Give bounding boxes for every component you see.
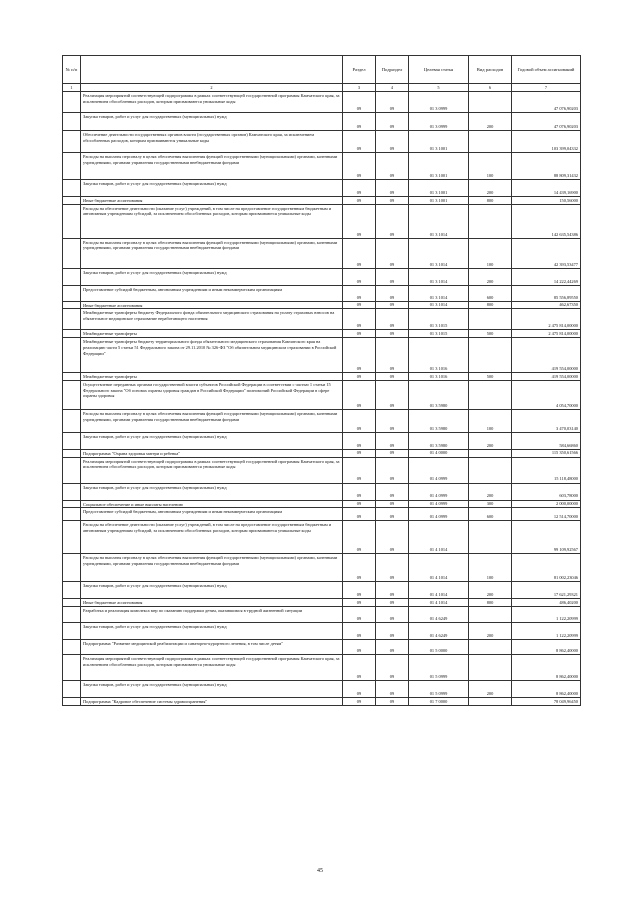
- row-number: [63, 508, 81, 521]
- row-razdel: 09: [343, 204, 376, 238]
- row-amount: 12 514,70000: [512, 508, 581, 521]
- row-article: 01 3 5980: [409, 409, 469, 432]
- row-razdel: 09: [343, 681, 376, 698]
- row-article: 01 4 0999: [409, 508, 469, 521]
- table-row: [63, 623, 581, 640]
- table-row: [63, 500, 581, 508]
- row-amount: 8 862,40000: [512, 640, 581, 655]
- row-podrazdel: 09: [376, 623, 409, 640]
- row-vid: [469, 309, 512, 330]
- column-number: 3: [343, 84, 376, 92]
- row-razdel: 09: [343, 338, 376, 373]
- row-number: [63, 623, 81, 640]
- row-vid: 200: [469, 432, 512, 449]
- row-amount: 2 475 814,00000: [512, 330, 581, 338]
- row-number: [63, 238, 81, 268]
- row-article: 01 3 0999: [409, 92, 469, 113]
- row-podrazdel: 09: [376, 521, 409, 554]
- row-number: [63, 449, 81, 457]
- row-vid: [469, 640, 512, 655]
- row-name: Реализация мероприятий соответствующей подпрограммы в рамках соответствующей государственной программы Камчатского края, за исключением обособленных расходов, которым присваиваются уникальные коды: [81, 92, 343, 113]
- header-razdel: Раздел: [343, 56, 376, 84]
- table-row: [63, 153, 581, 180]
- row-article: 01 4 6249: [409, 607, 469, 623]
- row-name: Межбюджетные трансферты: [81, 373, 343, 381]
- row-amount: 2 000,00000: [512, 500, 581, 508]
- table-row: [63, 457, 581, 483]
- row-podrazdel: 09: [376, 599, 409, 607]
- column-number: 6: [469, 84, 512, 92]
- row-vid: 100: [469, 554, 512, 582]
- row-podrazdel: 09: [376, 607, 409, 623]
- row-number: [63, 153, 81, 180]
- row-name: Подпрограмма "Охрана здоровья матери и ребенка": [81, 449, 343, 457]
- table-row: [63, 285, 581, 301]
- row-article: 01 3 1016: [409, 338, 469, 373]
- row-name: Межбюджетные трансферты: [81, 330, 343, 338]
- row-name: Межбюджетные трансферты бюджету Федерального фонда обязательного медицинского страхования на уплату страховых взносов на обязательное медицинское страхование неработающего населения: [81, 309, 343, 330]
- row-podrazdel: 09: [376, 457, 409, 483]
- row-vid: [469, 655, 512, 681]
- row-podrazdel: 09: [376, 380, 409, 409]
- table-row: [63, 607, 581, 623]
- row-number: [63, 92, 81, 113]
- row-podrazdel: 09: [376, 285, 409, 301]
- row-article: 01 3 1001: [409, 131, 469, 153]
- row-number: [63, 268, 81, 285]
- column-number: 5: [409, 84, 469, 92]
- row-razdel: 09: [343, 268, 376, 285]
- table-row: [63, 268, 581, 285]
- row-podrazdel: 09: [376, 113, 409, 131]
- row-amount: 78 049,96450: [512, 698, 581, 706]
- row-name: Социальное обеспечение и иные выплаты населению: [81, 500, 343, 508]
- row-amount: 14 439,16900: [512, 180, 581, 197]
- row-amount: 3 470,03140: [512, 409, 581, 432]
- table-row: [63, 409, 581, 432]
- table-row: [63, 301, 581, 309]
- row-article: 01 4 1014: [409, 599, 469, 607]
- row-number: [63, 373, 81, 381]
- row-amount: 486,40200: [512, 599, 581, 607]
- row-article: 01 4 0999: [409, 500, 469, 508]
- row-razdel: 09: [343, 483, 376, 500]
- row-name: Расходы на выплаты персоналу в целях обеспечения выполнения функций государственными (муниципальными) органами, казенными учреждениями, органами управления государственными внебюджетными фондами: [81, 554, 343, 582]
- row-number: [63, 655, 81, 681]
- row-podrazdel: 09: [376, 301, 409, 309]
- row-article: 01 3 5980: [409, 432, 469, 449]
- row-podrazdel: 09: [376, 338, 409, 373]
- budget-table: [62, 55, 581, 706]
- row-article: 01 3 5980: [409, 380, 469, 409]
- row-article: 01 3 1001: [409, 197, 469, 205]
- row-amount: 42 393,53477: [512, 238, 581, 268]
- row-amount: 47 076,90203: [512, 92, 581, 113]
- row-number: [63, 204, 81, 238]
- row-razdel: 09: [343, 449, 376, 457]
- row-amount: 584,66860: [512, 432, 581, 449]
- table-row: [63, 640, 581, 655]
- row-podrazdel: 09: [376, 373, 409, 381]
- row-vid: 800: [469, 599, 512, 607]
- row-podrazdel: 09: [376, 309, 409, 330]
- row-name: Реализация мероприятий соответствующей подпрограммы в рамках соответствующей государственной программы Камчатского края, за исключением обособленных расходов, которым присваиваются уникальные коды: [81, 457, 343, 483]
- row-vid: 100: [469, 409, 512, 432]
- row-vid: [469, 204, 512, 238]
- row-razdel: 09: [343, 554, 376, 582]
- row-article: 01 4 1014: [409, 554, 469, 582]
- row-vid: 800: [469, 301, 512, 309]
- row-amount: 14 222,44269: [512, 268, 581, 285]
- row-podrazdel: 09: [376, 483, 409, 500]
- row-amount: 47 076,90203: [512, 113, 581, 131]
- row-number: [63, 380, 81, 409]
- column-number: 2: [81, 84, 343, 92]
- row-vid: [469, 131, 512, 153]
- row-amount: 8 862,40000: [512, 681, 581, 698]
- row-name: Расходы на обеспечение деятельности (оказание услуг) учреждений, в том числе на предоставление государственным бюджетным и автономным учреждениям субсидий, за исключением обособленных расходов, которым присваиваются уникальные коды: [81, 521, 343, 554]
- row-article: 01 3 0999: [409, 113, 469, 131]
- table-row: [63, 238, 581, 268]
- row-podrazdel: 09: [376, 153, 409, 180]
- row-vid: [469, 607, 512, 623]
- row-article: 01 7 0000: [409, 698, 469, 706]
- row-amount: 99 109,92567: [512, 521, 581, 554]
- row-number: [63, 432, 81, 449]
- row-amount: 2 475 814,00000: [512, 309, 581, 330]
- row-razdel: 09: [343, 698, 376, 706]
- table-row: [63, 92, 581, 113]
- row-name: Расходы на выплаты персоналу в целях обеспечения выполнения функций государственными (муниципальными) органами, казенными учреждениями, органами управления государственными внебюджетными фондами: [81, 153, 343, 180]
- row-amount: 603,78000: [512, 483, 581, 500]
- row-number: [63, 640, 81, 655]
- row-vid: 200: [469, 582, 512, 599]
- row-article: 01 3 1014: [409, 285, 469, 301]
- row-podrazdel: 09: [376, 180, 409, 197]
- row-article: 01 5 0999: [409, 681, 469, 698]
- table-row: [63, 180, 581, 197]
- row-podrazdel: 09: [376, 681, 409, 698]
- row-podrazdel: 09: [376, 92, 409, 113]
- row-number: [63, 457, 81, 483]
- row-article: 01 3 1016: [409, 373, 469, 381]
- row-razdel: 09: [343, 330, 376, 338]
- row-razdel: 09: [343, 380, 376, 409]
- row-name: Межбюджетные трансферты бюджету территориального фонда обязательного медицинского страхования Камчатского края на реализацию части 5 статьи 51 Федерального закона от 29.11.2010 № 326-ФЗ "Об обязательном медицинском страховании в Российской Федерации": [81, 338, 343, 373]
- table-body: [63, 92, 581, 706]
- row-vid: [469, 457, 512, 483]
- row-number: [63, 500, 81, 508]
- row-vid: 800: [469, 197, 512, 205]
- row-podrazdel: 09: [376, 409, 409, 432]
- row-vid: 100: [469, 238, 512, 268]
- row-razdel: 09: [343, 113, 376, 131]
- row-name: Закупка товаров, работ и услуг для государственных (муниципальных) нужд: [81, 268, 343, 285]
- row-podrazdel: 09: [376, 500, 409, 508]
- row-article: 01 3 1001: [409, 153, 469, 180]
- table-row: [63, 508, 581, 521]
- row-vid: 600: [469, 285, 512, 301]
- row-name: Закупка товаров, работ и услуг для государственных (муниципальных) нужд: [81, 180, 343, 197]
- row-name: Иные бюджетные ассигнования: [81, 599, 343, 607]
- row-article: 01 4 0999: [409, 457, 469, 483]
- row-podrazdel: 09: [376, 268, 409, 285]
- row-number: [63, 131, 81, 153]
- row-number: [63, 681, 81, 698]
- row-article: 01 3 1014: [409, 268, 469, 285]
- table-row: [63, 582, 581, 599]
- row-amount: 88 809,31432: [512, 153, 581, 180]
- row-name: Осуществление переданных органам государственной власти субъектов Российской Федерации в соответствии с частью 1 статьи 15 Федерального закона "Об основах охраны здоровья граждан в Российской Федерации" полномочий Российской Федерации в сфере охраны здоровья: [81, 380, 343, 409]
- row-amount: 81 002,23046: [512, 554, 581, 582]
- row-vid: 500: [469, 373, 512, 381]
- row-article: 01 4 0000: [409, 449, 469, 457]
- row-razdel: 09: [343, 285, 376, 301]
- row-razdel: 09: [343, 131, 376, 153]
- header-podrazdel: Подраздел: [376, 56, 409, 84]
- row-razdel: 09: [343, 500, 376, 508]
- row-number: [63, 309, 81, 330]
- row-name: Иные бюджетные ассигнования: [81, 197, 343, 205]
- row-vid: 200: [469, 623, 512, 640]
- header-num: № п/п: [63, 56, 81, 84]
- row-number: [63, 285, 81, 301]
- row-name: Закупка товаров, работ и услуг для государственных (муниципальных) нужд: [81, 681, 343, 698]
- row-podrazdel: 09: [376, 554, 409, 582]
- page-number: 45: [317, 868, 323, 874]
- table-row: [63, 330, 581, 338]
- row-razdel: 09: [343, 521, 376, 554]
- row-amount: 150,56000: [512, 197, 581, 205]
- row-name: Закупка товаров, работ и услуг для государственных (муниципальных) нужд: [81, 623, 343, 640]
- budget-table-page: [62, 55, 580, 706]
- table-row: [63, 681, 581, 698]
- row-name: Закупка товаров, работ и услуг для государственных (муниципальных) нужд: [81, 582, 343, 599]
- row-number: [63, 197, 81, 205]
- row-vid: [469, 380, 512, 409]
- row-name: Подпрограмма "Развитие медицинской реабилитации и санаторно-курортного лечения, в том числе детям": [81, 640, 343, 655]
- row-number: [63, 582, 81, 599]
- row-razdel: 09: [343, 309, 376, 330]
- row-podrazdel: 09: [376, 131, 409, 153]
- row-razdel: 09: [343, 92, 376, 113]
- row-amount: 1 122,20999: [512, 607, 581, 623]
- row-amount: 419 554,00000: [512, 338, 581, 373]
- row-razdel: 09: [343, 409, 376, 432]
- row-name: Подпрограмма "Кадровое обеспечение системы здравоохранения": [81, 698, 343, 706]
- table-row: [63, 698, 581, 706]
- row-name: Предоставление субсидий бюджетным, автономным учреждениям и иным некоммерческим организациям: [81, 285, 343, 301]
- row-razdel: 09: [343, 180, 376, 197]
- row-amount: 4 054,70000: [512, 380, 581, 409]
- table-row: [63, 554, 581, 582]
- row-vid: 200: [469, 268, 512, 285]
- row-article: 01 5 0000: [409, 640, 469, 655]
- row-amount: 17 621,29321: [512, 582, 581, 599]
- column-number: 1: [63, 84, 81, 92]
- table-row: [63, 197, 581, 205]
- row-razdel: 09: [343, 623, 376, 640]
- row-razdel: 09: [343, 153, 376, 180]
- row-name: Обеспечение деятельности государственных органов власти (государственных органов) Камчатского края, за исключением обособленных расходов, которым присваиваются уникальные коды: [81, 131, 343, 153]
- row-name: Закупка товаров, работ и услуг для государственных (муниципальных) нужд: [81, 483, 343, 500]
- row-amount: 1 122,20999: [512, 623, 581, 640]
- row-article: 01 3 1014: [409, 204, 469, 238]
- row-name: Закупка товаров, работ и услуг для государственных (муниципальных) нужд: [81, 113, 343, 131]
- row-amount: 8 862,40000: [512, 655, 581, 681]
- row-amount: 142 635,54386: [512, 204, 581, 238]
- row-number: [63, 301, 81, 309]
- table-row: [63, 113, 581, 131]
- row-amount: 15 118,48000: [512, 457, 581, 483]
- row-podrazdel: 09: [376, 204, 409, 238]
- row-podrazdel: 09: [376, 508, 409, 521]
- row-vid: 200: [469, 681, 512, 698]
- row-name: Разработка и реализация комплекса мер по оказанию поддержки детям, оказавшимся в трудной жизненной ситуации: [81, 607, 343, 623]
- row-article: 01 4 6249: [409, 623, 469, 640]
- row-amount: 85 556,89550: [512, 285, 581, 301]
- row-name: Расходы на выплаты персоналу в целях обеспечения выполнения функций государственными (муниципальными) органами, казенными учреждениями, органами управления государственными внебюджетными фондами: [81, 409, 343, 432]
- row-name: Предоставление субсидий бюджетным, автономным учреждениям и иным некоммерческим организациям: [81, 508, 343, 521]
- row-article: 01 4 1014: [409, 521, 469, 554]
- row-razdel: 09: [343, 599, 376, 607]
- row-razdel: 09: [343, 640, 376, 655]
- row-razdel: 09: [343, 607, 376, 623]
- row-name: Реализация мероприятий соответствующей подпрограммы в рамках соответствующей государственной программы Камчатского края, за исключением обособленных расходов, которым присваиваются уникальные коды: [81, 655, 343, 681]
- row-vid: [469, 449, 512, 457]
- row-razdel: 09: [343, 508, 376, 521]
- row-number: [63, 409, 81, 432]
- row-amount: 115 350,61566: [512, 449, 581, 457]
- row-podrazdel: 09: [376, 698, 409, 706]
- row-vid: 200: [469, 483, 512, 500]
- row-razdel: 09: [343, 301, 376, 309]
- row-amount: 103 399,04332: [512, 131, 581, 153]
- row-vid: [469, 521, 512, 554]
- table-row: [63, 599, 581, 607]
- row-name: Расходы на выплаты персоналу в целях обеспечения выполнения функций государственными (муниципальными) органами, казенными учреждениями, органами управления государственными внебюджетными фондами: [81, 238, 343, 268]
- row-number: [63, 330, 81, 338]
- row-article: 01 5 0999: [409, 655, 469, 681]
- row-amount: 462,67350: [512, 301, 581, 309]
- header-vid: Вид расходов: [469, 56, 512, 84]
- row-vid: 600: [469, 508, 512, 521]
- row-number: [63, 599, 81, 607]
- row-article: 01 3 1014: [409, 238, 469, 268]
- row-podrazdel: 09: [376, 238, 409, 268]
- row-vid: 200: [469, 113, 512, 131]
- column-number-row: [63, 84, 581, 92]
- column-number: 4: [376, 84, 409, 92]
- table-row: [63, 204, 581, 238]
- row-number: [63, 607, 81, 623]
- row-name: Иные бюджетные ассигнования: [81, 301, 343, 309]
- row-article: 01 3 1014: [409, 301, 469, 309]
- table-row: [63, 373, 581, 381]
- row-podrazdel: 09: [376, 432, 409, 449]
- row-razdel: 09: [343, 457, 376, 483]
- table-row: [63, 449, 581, 457]
- row-vid: 200: [469, 180, 512, 197]
- table-row: [63, 483, 581, 500]
- row-podrazdel: 09: [376, 582, 409, 599]
- table-row: [63, 338, 581, 373]
- header-row: [63, 56, 581, 84]
- row-razdel: 09: [343, 197, 376, 205]
- table-row: [63, 380, 581, 409]
- row-article: 01 4 1014: [409, 582, 469, 599]
- row-amount: 419 554,00000: [512, 373, 581, 381]
- row-article: 01 3 1015: [409, 330, 469, 338]
- row-number: [63, 521, 81, 554]
- table-row: [63, 521, 581, 554]
- table-row: [63, 309, 581, 330]
- row-podrazdel: 09: [376, 197, 409, 205]
- row-razdel: 09: [343, 582, 376, 599]
- row-name: Закупка товаров, работ и услуг для государственных (муниципальных) нужд: [81, 432, 343, 449]
- row-number: [63, 483, 81, 500]
- row-vid: 100: [469, 153, 512, 180]
- row-razdel: 09: [343, 373, 376, 381]
- row-vid: [469, 92, 512, 113]
- row-article: 01 3 1015: [409, 309, 469, 330]
- row-article: 01 3 1001: [409, 180, 469, 197]
- header-amount: Годовой объем ассигнований: [512, 56, 581, 84]
- row-podrazdel: 09: [376, 449, 409, 457]
- header-article: Целевая статья: [409, 56, 469, 84]
- column-number: 7: [512, 84, 581, 92]
- table-row: [63, 432, 581, 449]
- row-number: [63, 113, 81, 131]
- row-razdel: 09: [343, 655, 376, 681]
- row-number: [63, 554, 81, 582]
- row-podrazdel: 09: [376, 655, 409, 681]
- table-row: [63, 655, 581, 681]
- row-razdel: 09: [343, 432, 376, 449]
- table-row: [63, 131, 581, 153]
- header-name: [81, 56, 343, 84]
- row-podrazdel: 09: [376, 330, 409, 338]
- row-article: 01 4 0999: [409, 483, 469, 500]
- row-podrazdel: 09: [376, 640, 409, 655]
- row-razdel: 09: [343, 238, 376, 268]
- row-number: [63, 180, 81, 197]
- row-vid: [469, 698, 512, 706]
- row-vid: 300: [469, 500, 512, 508]
- row-number: [63, 698, 81, 706]
- row-vid: [469, 338, 512, 373]
- row-vid: 500: [469, 330, 512, 338]
- row-number: [63, 338, 81, 373]
- row-name: Расходы на обеспечение деятельности (оказание услуг) учреждений, в том числе на предоставление государственным бюджетным и автономным учреждениям субсидий, за исключением обособленных расходов, которым присваиваются уникальные коды: [81, 204, 343, 238]
